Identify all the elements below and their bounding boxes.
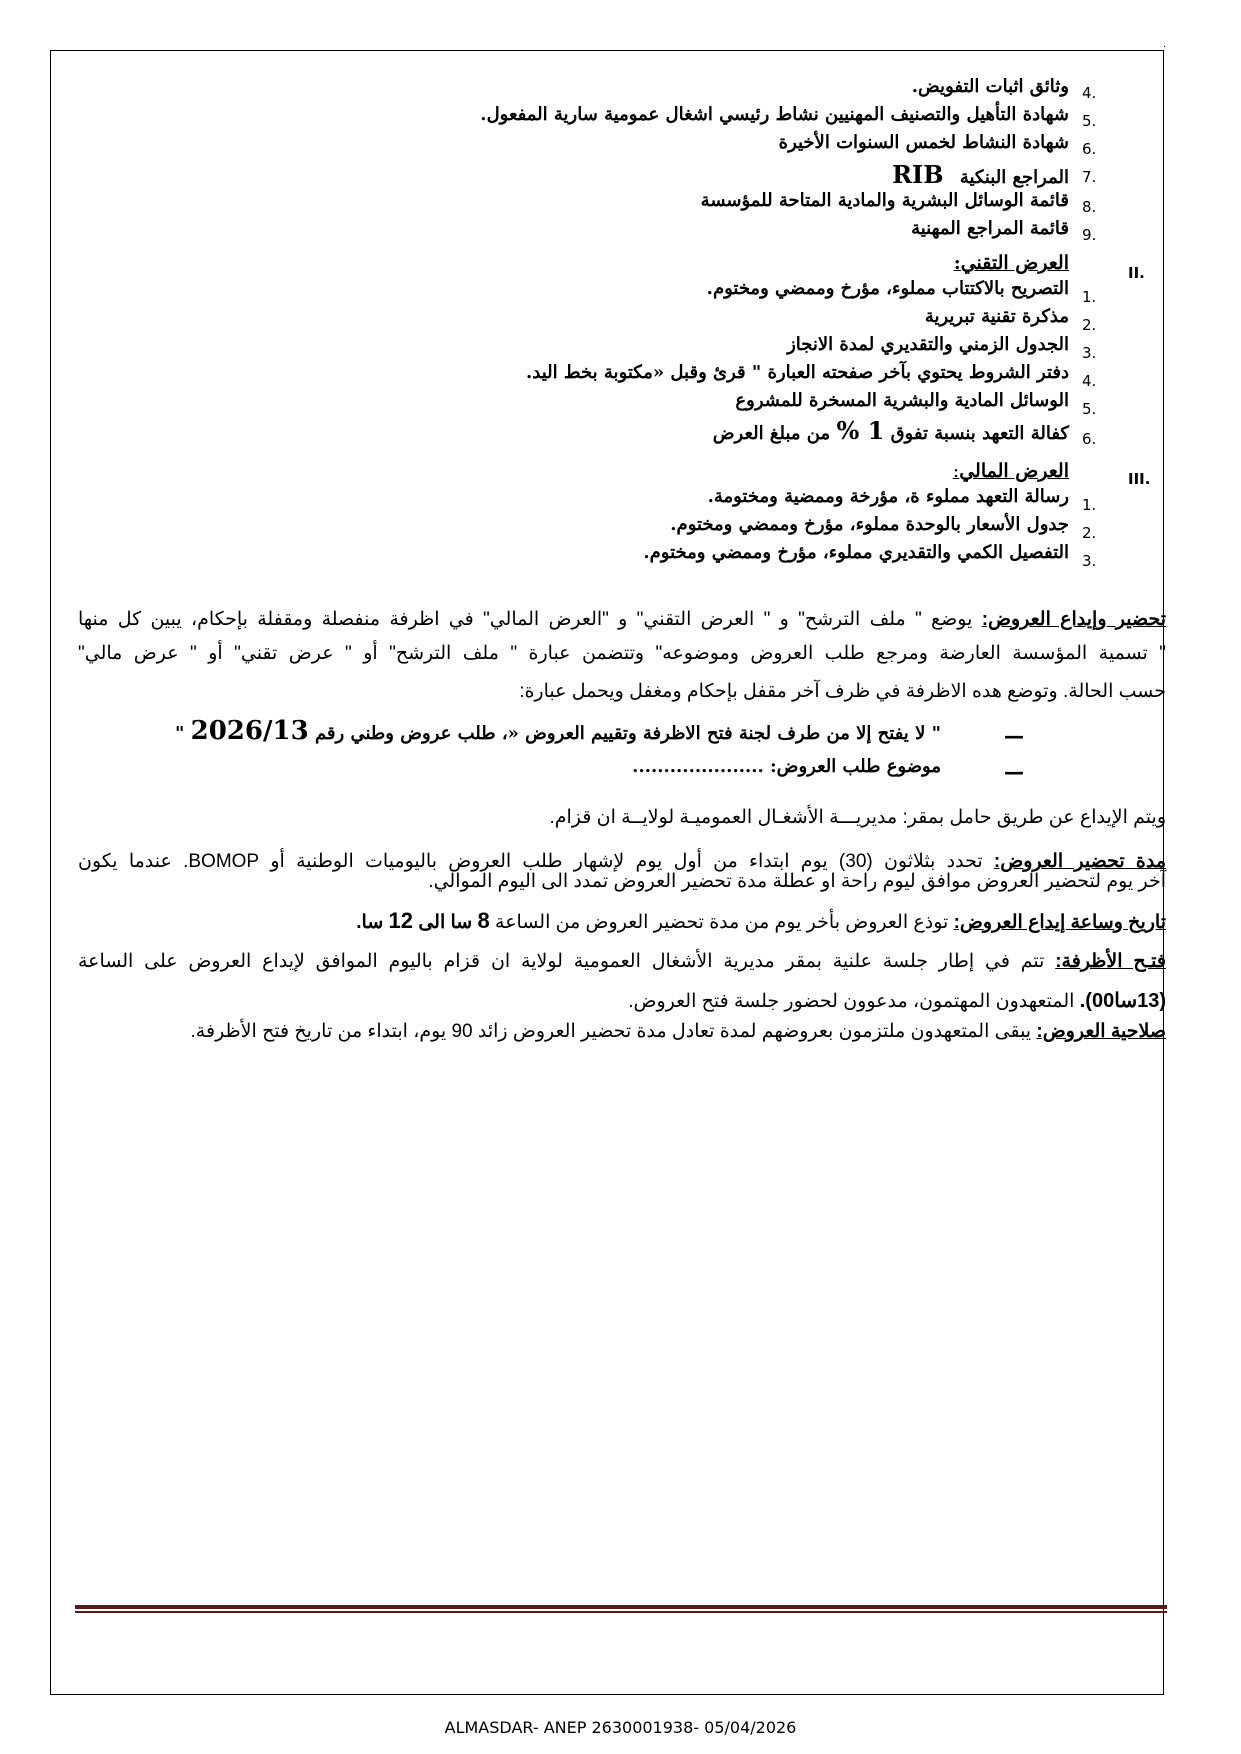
validity-line — [78, 1020, 1166, 1043]
list-item — [713, 416, 1069, 445]
section-title: العرض المالي: — [952, 460, 1069, 482]
list-item: وثائق اثبات التفويض. — [911, 76, 1069, 97]
paragraph-line: " تسمية المؤسسة العارضة ومرجع طلب العروض وموضوعه" وتتضمن عبارة " ملف الترشح" أو " عرض تقني" أو " عرض مالي" — [78, 643, 1166, 664]
list-number: 8. — [1082, 198, 1097, 216]
list-number: 1. — [1082, 288, 1097, 306]
list-item-text: من مبلغ العرض — [712, 423, 831, 444]
bullet-dash: — — [1004, 760, 1024, 784]
paragraph-line — [78, 950, 1166, 973]
list-number: 6. — [1082, 140, 1097, 158]
paragraph-label: تاريخ وساعة إيداع العروض: — [953, 912, 1166, 933]
paragraph-text: سا الى — [418, 912, 473, 933]
list-number: 1. — [1082, 496, 1097, 514]
paragraph-text: يبقى المتعهدون ملتزمون بعروضهم لمدة تعادل مدة تحضير العروض زائد 90 يوم، ابتداء من تاريخ فتح الأظرفة. — [190, 1021, 1032, 1042]
paragraph-text: توذع العروض بأخر يوم من مدة تحضير العروض من الساعة — [495, 912, 949, 933]
paragraph-line: حسب الحالة. وتوضع هده الاظرفة في ظرف آخر مقفل بإحكام ومغفل ويحمل عبارة: — [519, 681, 1166, 702]
list-item: شهادة التأهيل والتصنيف المهنيين نشاط رئيسي اشغال عمومية سارية المفعول. — [480, 104, 1069, 125]
bullet-dash: — — [1004, 724, 1024, 748]
opening-time: (13سا00). — [1079, 990, 1166, 1012]
deposit-time-line — [78, 908, 1166, 934]
list-number: 7. — [1082, 168, 1097, 186]
start-hour: 8 — [477, 908, 490, 933]
list-number: 9. — [1082, 226, 1097, 244]
list-number: 2. — [1082, 316, 1097, 334]
section-title-text: العرض المالي — [959, 460, 1069, 482]
list-number: 6. — [1082, 430, 1097, 448]
list-number: 3. — [1082, 552, 1097, 570]
footer-reference: ALMASDAR- ANEP 2630001938- 05/04/2026 — [444, 1718, 797, 1737]
list-item: التفصيل الكمي والتقديري مملوء، مؤرخ وممضي ومختوم. — [643, 542, 1069, 563]
rib-label: RIB — [892, 160, 944, 189]
paragraph-line — [78, 988, 1166, 1013]
list-item: الجدول الزمني والتقديري لمدة الانجاز — [787, 334, 1069, 355]
footer-rule — [75, 1605, 1167, 1609]
paragraph-text: المتعهدون المهتمون، مدعوون لحضور جلسة فتح العروض. — [628, 991, 1075, 1012]
list-item: قائمة المراجع المهنية — [911, 218, 1069, 239]
tender-subject: موضوع طلب العروض: ..................... — [632, 756, 941, 777]
list-item: الوسائل المادية والبشرية المسخرة للمشروع — [735, 390, 1069, 411]
paragraph-label: تحضير وإيداع العروض: — [981, 609, 1167, 630]
list-number: 3. — [1082, 344, 1097, 362]
section-title: العرض التقني: — [953, 252, 1069, 274]
paragraph-text: تحدد بثلاثون (30) يوم ابتداء من أول يوم لإشهار طلب العروض باليوميات الوطنية أو BOMOP. عندما يكون — [78, 851, 983, 872]
inscription-quote: " — [174, 723, 185, 744]
list-item: شهادة النشاط لخمس السنوات الأخيرة — [778, 132, 1069, 153]
list-number: 4. — [1082, 84, 1097, 102]
list-item: رسالة التعهد مملوء ة، مؤرخة وممضية ومختومة. — [707, 486, 1069, 507]
corner-mark: · — [1163, 42, 1167, 53]
paragraph-label: صلاحية العروض: — [1036, 1021, 1166, 1042]
paragraph-text: تتم في إطار جلسة علنية بمقر مديرية الأشغال العمومية لولاية ان قزام باليوم الموافق لإيداع العروض على الساعة — [78, 951, 1045, 972]
paragraph-text: سا. — [356, 912, 384, 933]
list-item-text: كفالة التعهد بنسبة تفوق — [890, 423, 1069, 444]
list-item: التصريح بالاكتتاب مملوء، مؤرخ وممضي ومختوم. — [706, 278, 1069, 299]
paragraph-label: فتـح الأظرفة: — [1055, 951, 1167, 972]
list-item-text: المراجع البنكية — [959, 167, 1069, 188]
list-item: دفتر الشروط يحتوي بآخر صفحته العبارة " قرئ وقبل «مكتوبة بخط اليد. — [526, 362, 1069, 383]
section-roman-numeral: II. — [1128, 264, 1145, 282]
list-number: 5. — [1082, 112, 1097, 130]
paragraph-line — [78, 608, 1166, 631]
list-item: جدول الأسعار بالوحدة مملوء، مؤرخ وممضي ومختوم. — [670, 514, 1069, 535]
list-item: مذكرة تقنية تبريرية — [924, 306, 1069, 327]
tender-number: 2026/13 — [190, 716, 309, 746]
paragraph-text: يوضع " ملف الترشح" و " العرض التقني" و "العرض المالي" في اظرفة منفصلة ومقفلة بإحكام، يبين كل منها — [78, 609, 973, 630]
envelope-inscription — [175, 716, 941, 746]
footer-rule — [75, 1611, 1167, 1613]
paragraph-label: مدة تحضير العروض: — [993, 851, 1166, 872]
list-number: 4. — [1082, 372, 1097, 390]
inscription-text: " لا يفتح إلا من طرف لجنة فتح الاظرفة وتقييم العروض «، طلب عروض وطني رقم — [314, 723, 941, 744]
section-roman-numeral: III. — [1128, 470, 1151, 488]
list-item — [892, 160, 1069, 189]
list-number: 5. — [1082, 400, 1097, 418]
list-number: 2. — [1082, 524, 1097, 542]
percentage-value: 1 % — [836, 416, 885, 445]
list-item: قائمة الوسائل البشرية والمادية المتاحة للمؤسسة — [700, 190, 1069, 211]
paragraph-line: آخر يوم لتحضير العروض موافق ليوم راحة او عطلة مدة تحضير العروض تمدد الى اليوم الموالي. — [428, 871, 1166, 892]
end-hour: 12 — [388, 908, 414, 933]
paragraph-line: ويتم الإيداع عن طريق حامل بمقر: مديريـــة الأشغـال العموميـة لولايــة ان قزام. — [549, 807, 1166, 828]
